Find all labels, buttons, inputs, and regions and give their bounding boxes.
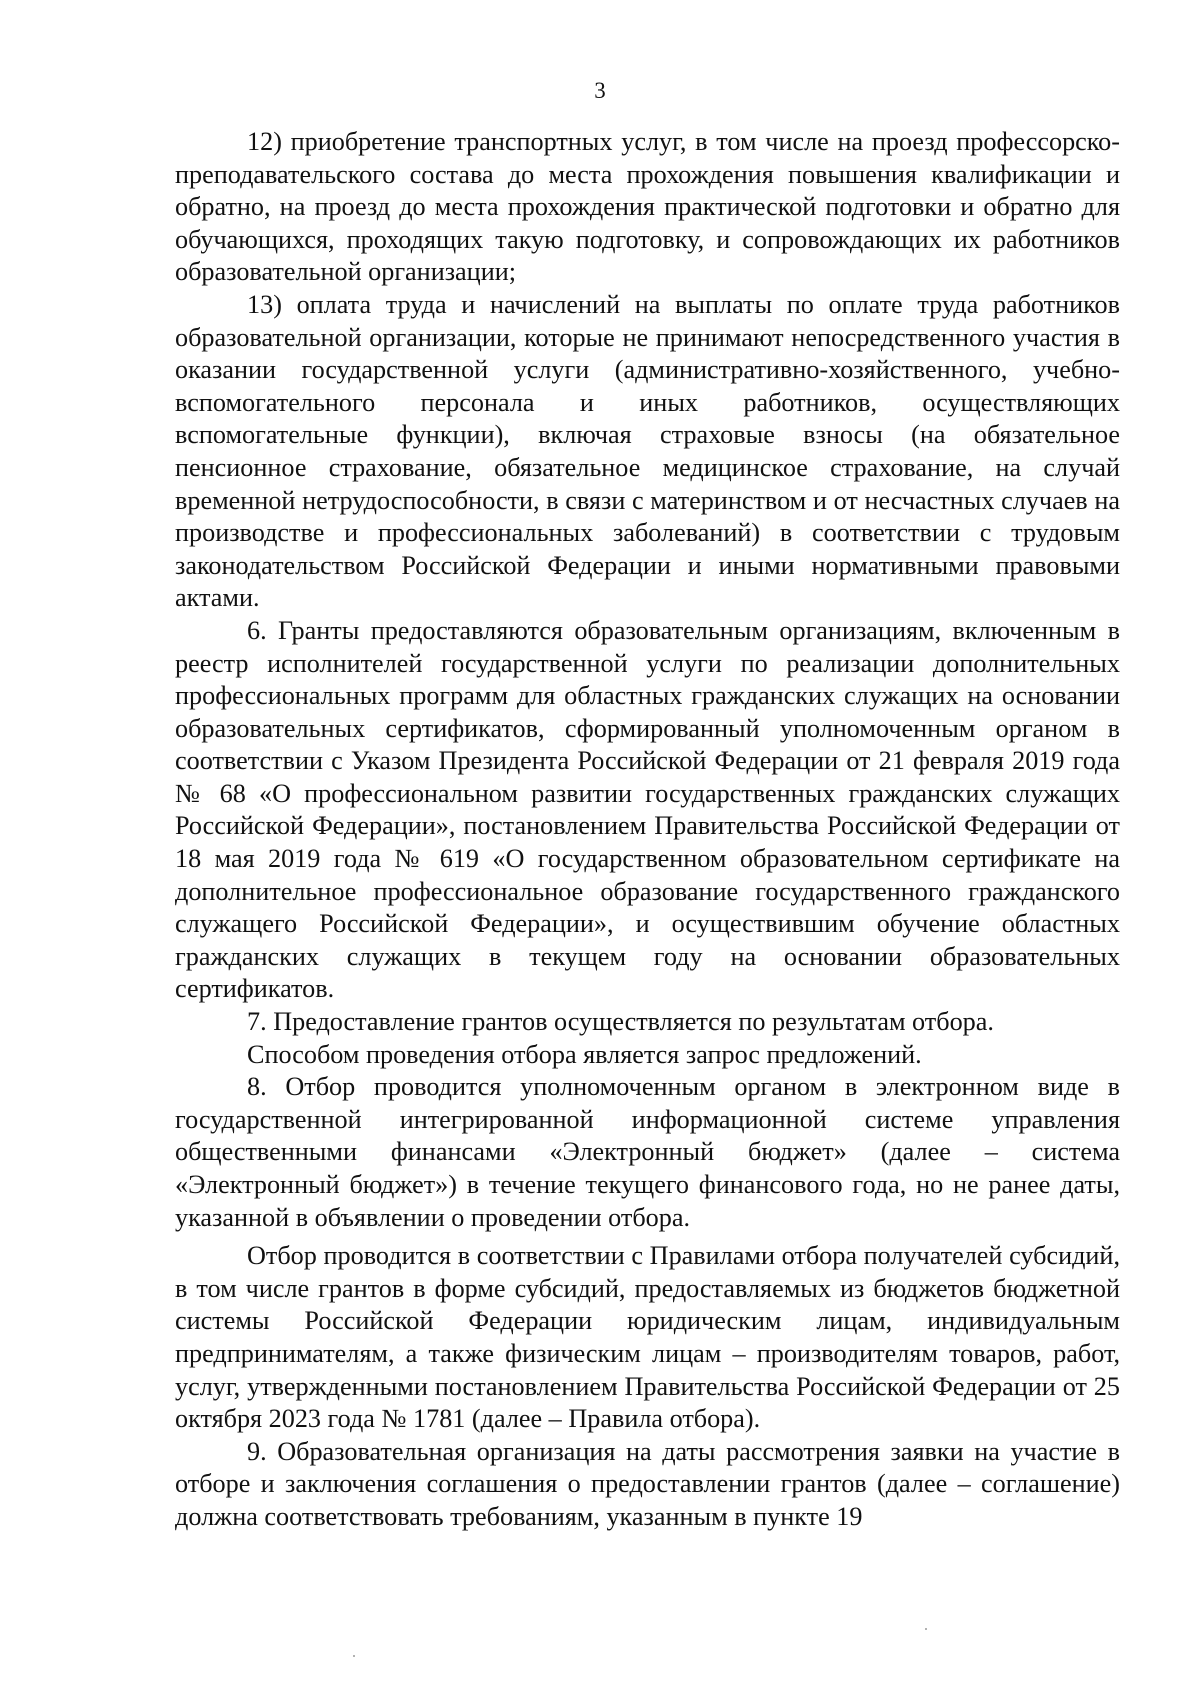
paragraph-item-12: 12) приобретение транспортных услуг, в том числе на проезд профессорско-преподавательского состава до места прохождения повышения квалификации и обратно, на проезд до места прохождения практической подготовки и обратно для обучающихся, проходящих такую подготовку, и сопровождающих их работников образовательной организации; [175,127,1120,287]
paragraph-clause-7: 7. Предоставление грантов осуществляется по результатам отбора. [247,1007,994,1037]
paragraph-clause-6: 6. Гранты предоставляются образовательным организациям, включенным в реестр исполнителей государственной услуги по реализации дополнительных профессиональных программ для областных гражданских служащих на основании образовательных сертификатов, сформированный уполномоченным органом в соответствии с Указом Президента Российской Федерации от 21 февраля 2019 года № 68 «О профессиональном развитии государственных гражданских служащих Российской Федерации», постановлением Правительства Российской Федерации от 18 мая 2019 года № 619 «О государственном образовательном сертификате на дополнительное профессиональное образование государственного гражданского служащего Российской Федерации», и осуществившим обучение областных гражданских служащих в текущем году на основании образовательных сертификатов. [175,615,1120,1004]
scan-speck [925,1628,927,1630]
scan-speck [353,1655,355,1657]
paragraph-clause-9: 9. Образовательная организация на даты рассмотрения заявки на участие в отборе и заключения соглашения о предоставлении грантов (далее – соглашение) должна соответствовать требованиям, указанным в пункте 19 [175,1436,1120,1531]
paragraph-clause-8: 8. Отбор проводится уполномоченным органом в электронном виде в государственной интегрированной информационной системе управления общественными финансами «Электронный бюджет» (далее – система «Электронный бюджет») в течение текущего финансового года, но не ранее даты, указанной в объявлении о проведении отбора. [175,1072,1120,1232]
page-number: 3 [594,78,606,103]
paragraph-item-13: 13) оплата труда и начислений на выплаты по оплате труда работников образовательной организации, которые не принимают непосредственного участия в оказании государственной услуги (административно-хозяйственного, учебно-вспомогательного персонала и иных работников, осуществляющих вспомогательные функции), включая страховые взносы (на обязательное пенсионное страхование, обязательное медицинское страхование, на случай временной нетрудоспособности, в связи с материнством и от несчастных случаев на производстве и профессиональных заболеваний) в соответствии с трудовым законодательством Российской Федерации и иными нормативными правовыми актами. [175,289,1120,613]
paragraph-selection-method: Способом проведения отбора является запрос предложений. [247,1039,922,1069]
document-body [175,126,1120,1534]
paragraph-selection-rules: Отбор проводится в соответствии с Правилами отбора получателей субсидий, в том числе грантов в форме субсидий, предоставляемых из бюджетов бюджетной системы Российской Федерации юридическим лицам, индивидуальным предпринимателям, а также физическим лицам – производителям товаров, работ, услуг, утвержденными постановлением Правительства Российской Федерации от 25 октября 2023 года № 1781 (далее – Правила отбора). [175,1241,1120,1434]
